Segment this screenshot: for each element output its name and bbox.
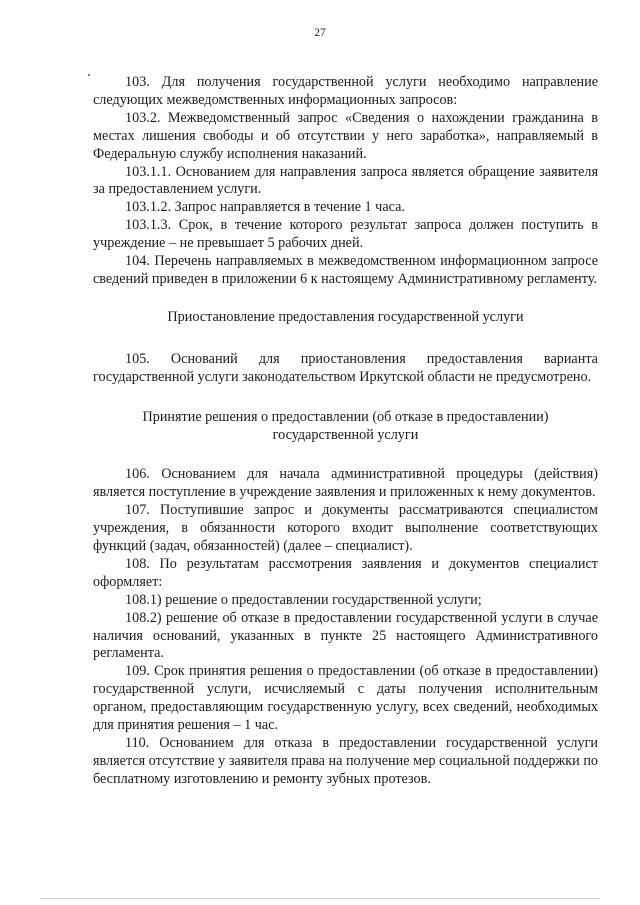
paragraph-109: 109. Срок принятия решения о предоставлении (об отказе в предоставлении) государственной услуги, исчисляемый с даты получения исполнительным органом, предоставляющим государственную услугу, всех сведений, необходимых для принятия решения – 1 час. xyxy=(93,663,598,734)
paragraph-106: 106. Основанием для начала административной процедуры (действия) является поступление в учреждение заявления и приложенных к нему документов. xyxy=(93,466,598,501)
paragraph-105: 105. Оснований для приостановления предоставления варианта государственной услуги законодательством Иркутской области не предусмотрено. xyxy=(93,350,598,385)
paragraph-104: 104. Перечень направляемых в межведомственном информационном запросе сведений приведен в приложении 6 к настоящему Административному регламенту. xyxy=(93,253,598,287)
paragraph-107: 107. Поступившие запрос и документы рассматриваются специалистом учреждения, в обязанности которого входит выполнение соответствующих функций (задач, обязанностей) (далее – специалист). xyxy=(93,502,598,555)
paragraph-103-1-3: 103.1.3. Срок, в течение которого результат запроса должен поступить в учреждение – не превышает 5 рабочих дней. xyxy=(93,217,598,252)
section-heading-decision: Принятие решения о предоставлении (об отказе в предоставлении) государственной услуги xyxy=(142,408,549,443)
scan-edge-line xyxy=(40,898,600,899)
section-heading-suspension: Приостановление предоставления государственной услуги xyxy=(167,308,524,325)
paragraph-108: 108. По результатам рассмотрения заявления и документов специалист оформляет: xyxy=(93,555,598,590)
paragraph-103: 103. Для получения государственной услуги необходимо направление следующих межведомственных информационных запросов: xyxy=(93,74,598,108)
document-body xyxy=(93,74,598,789)
paragraph-110: 110. Основанием для отказа в предоставлении государственной услуги является отсутствие у заявителя права на получение мер социальной поддержки по бесплатному изготовлению и ремонту зубных протезов. xyxy=(93,735,599,787)
paragraph-103-1-2: 103.1.2. Запрос направляется в течение 1 часа. xyxy=(125,199,405,216)
page-number: 27 xyxy=(314,27,326,39)
paragraph-108-2: 108.2) решение об отказе в предоставлении государственной услуги в случае наличия оснований, указанных в пункте 25 настоящего Административного регламента. xyxy=(93,609,598,662)
paragraph-103-2: 103.2. Межведомственный запрос «Сведения о нахождении гражданина в местах лишения свободы и об отсутствии у него заработка», направляемый в Федеральную службу исполнения наказаний. xyxy=(93,109,598,162)
paragraph-108-1: 108.1) решение о предоставлении государственной услуги; xyxy=(125,591,482,608)
paragraph-103-1-1: 103.1.1. Основанием для направления запроса является обращение заявителя за предоставлением услуги. xyxy=(93,163,598,198)
scan-speck xyxy=(88,74,90,76)
